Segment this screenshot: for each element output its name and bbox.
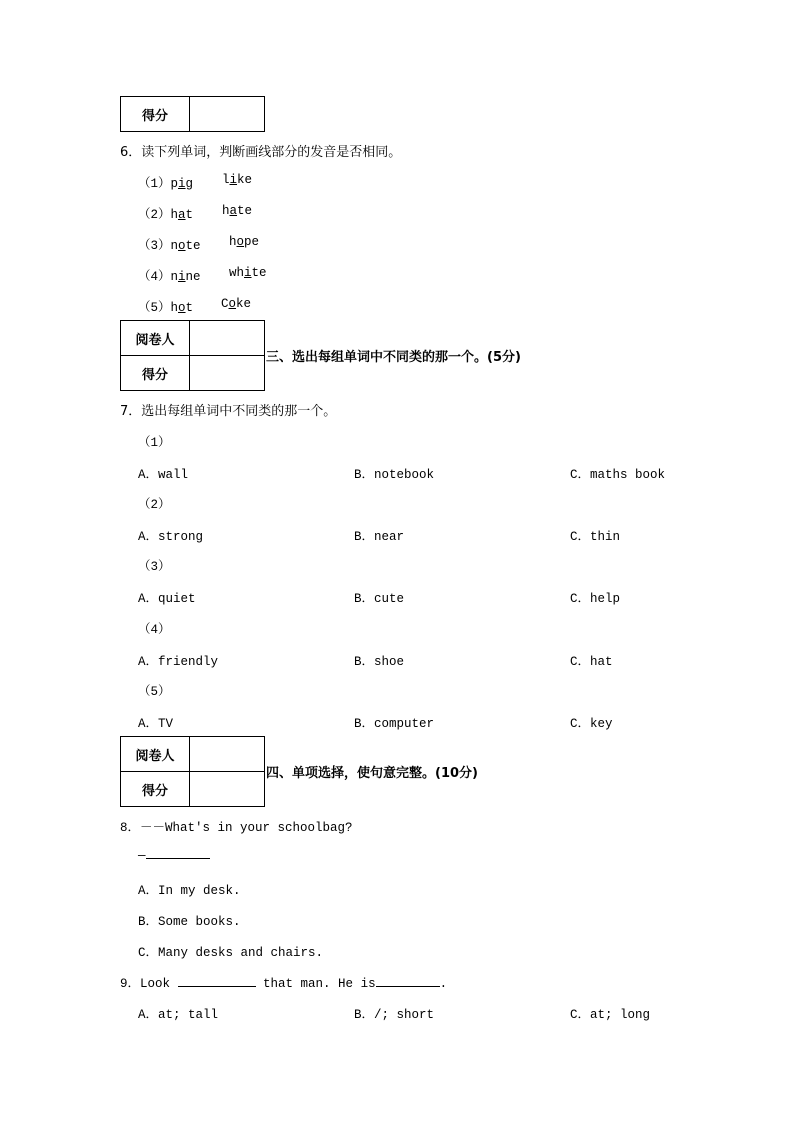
- q7-option-a[interactable]: A．friendly: [138, 655, 219, 669]
- q7-option-b[interactable]: B．computer: [354, 717, 435, 731]
- q9-option-c[interactable]: C．at; long: [570, 1008, 651, 1022]
- q9-stem-part3: .: [439, 977, 448, 991]
- q8-option-b[interactable]: B．Some books.: [138, 915, 241, 929]
- q6-word-b-part: h: [229, 235, 237, 249]
- q6-word-a-part: p: [170, 177, 179, 191]
- q6-word-a-part: ne: [185, 270, 201, 284]
- q9-blank-1[interactable]: [178, 985, 256, 987]
- q6-item-number: （5）: [138, 301, 171, 315]
- q6-word-b-underlined: i: [229, 173, 238, 187]
- q8-option-c[interactable]: C．Many desks and chairs.: [138, 946, 324, 960]
- q6-word-a-underlined: a: [178, 208, 186, 222]
- q8-stem: 8．－－What's in your schoolbag?: [120, 821, 353, 835]
- q7-option-c[interactable]: C．thin: [570, 530, 621, 544]
- q6-word-b: [221, 297, 251, 311]
- reviewer-label: 阅卷人: [121, 321, 190, 356]
- score-field[interactable]: [190, 356, 265, 391]
- q6-item: [138, 297, 193, 315]
- section4-score-table: [120, 736, 265, 807]
- q7-option-c[interactable]: C．maths book: [570, 468, 666, 482]
- q6-word-b: [229, 235, 259, 249]
- q6-word-b-part: te: [251, 266, 267, 280]
- section3-score-table: [120, 320, 265, 391]
- q8-answer-blank[interactable]: [146, 857, 210, 859]
- q6-word-a-underlined: i: [178, 177, 186, 191]
- section4-title: 四、单项选择，使句意完整。(10分): [266, 766, 478, 781]
- q8-option-a[interactable]: A．In my desk.: [138, 884, 241, 898]
- q6-word-a-part: te: [185, 239, 201, 253]
- q6-word-b-underlined: i: [244, 266, 252, 280]
- score-box-top: [120, 96, 265, 132]
- q6-word-b: [222, 173, 252, 187]
- q7-option-a[interactable]: A．TV: [138, 717, 174, 731]
- q9-stem-part2: that man. He is: [263, 977, 376, 991]
- q6-word-a-part: n: [170, 270, 179, 284]
- q8-answer-prefix: —: [138, 849, 146, 863]
- q6-item-number: （1）: [138, 177, 171, 191]
- q6-word-a-underlined: i: [178, 270, 186, 284]
- score-field[interactable]: [190, 97, 265, 132]
- q6-item: [138, 235, 201, 253]
- q6-word-a-part: h: [170, 208, 179, 222]
- section3-title: 三、选出每组单词中不同类的那一个。(5分): [266, 350, 521, 365]
- q6-word-a-part: g: [185, 177, 194, 191]
- q6-word-b-part: h: [222, 204, 230, 218]
- q7-group-number: （4）: [138, 623, 171, 637]
- q6-word-b-part: wh: [229, 266, 245, 280]
- q7-option-c[interactable]: C．hat: [570, 655, 613, 669]
- q6-word-b-underlined: a: [229, 204, 238, 218]
- q6-word-b-part: ke: [236, 297, 252, 311]
- q7-option-a[interactable]: A．strong: [138, 530, 204, 544]
- score-field[interactable]: [190, 772, 265, 807]
- q6-word-a-part: t: [185, 208, 194, 222]
- q9-option-a[interactable]: A．at; tall: [138, 1008, 219, 1022]
- q8-answer-line: [138, 849, 210, 863]
- q7-option-b[interactable]: B．near: [354, 530, 405, 544]
- q7-option-b[interactable]: B．cute: [354, 592, 405, 606]
- q7-option-c[interactable]: C．help: [570, 592, 621, 606]
- q6-word-b-part: l: [222, 173, 230, 187]
- q9-stem-part1: 9．Look: [120, 977, 171, 991]
- q6-item-number: （3）: [138, 239, 171, 253]
- q6-word-b-part: ke: [237, 173, 253, 187]
- q6-word-b-underlined: o: [228, 297, 237, 311]
- q9-option-b[interactable]: B．/; short: [354, 1008, 435, 1022]
- q7-group-number: （5）: [138, 685, 171, 699]
- reviewer-label: 阅卷人: [121, 737, 190, 772]
- reviewer-field[interactable]: [190, 737, 265, 772]
- q7-option-a[interactable]: A．wall: [138, 468, 189, 482]
- q6-word-b-part: pe: [244, 235, 260, 249]
- q7-option-b[interactable]: B．shoe: [354, 655, 405, 669]
- q6-word-b: [222, 204, 252, 218]
- q6-item: [138, 204, 193, 222]
- score-label: 得分: [121, 356, 190, 391]
- q6-word-b-underlined: o: [236, 235, 245, 249]
- q6-word-a-part: n: [170, 239, 179, 253]
- q6-item-number: （4）: [138, 270, 171, 284]
- q7-option-a[interactable]: A．quiet: [138, 592, 196, 606]
- q6-word-a-part: h: [170, 301, 179, 315]
- q6-item: [138, 266, 201, 284]
- q7-group-number: （1）: [138, 436, 171, 450]
- q6-item: [138, 173, 193, 191]
- q6-word-b-part: te: [237, 204, 253, 218]
- q6-stem: 6．读下列单词，判断画线部分的发音是否相同。: [120, 145, 402, 160]
- q9-blank-2[interactable]: [376, 985, 440, 987]
- score-label: 得分: [121, 97, 190, 132]
- q7-option-c[interactable]: C．key: [570, 717, 613, 731]
- q6-word-a-underlined: o: [178, 239, 186, 253]
- reviewer-field[interactable]: [190, 321, 265, 356]
- q6-item-number: （2）: [138, 208, 171, 222]
- q7-stem: 7．选出每组单词中不同类的那一个。: [120, 404, 337, 419]
- score-label: 得分: [121, 772, 190, 807]
- q7-option-b[interactable]: B．notebook: [354, 468, 435, 482]
- q6-word-a-underlined: o: [178, 301, 186, 315]
- q7-group-number: （3）: [138, 560, 171, 574]
- q7-group-number: （2）: [138, 498, 171, 512]
- q6-word-b-part: C: [221, 297, 229, 311]
- q6-word-b: [229, 266, 267, 280]
- q9-stem: [120, 973, 447, 991]
- q6-word-a-part: t: [185, 301, 194, 315]
